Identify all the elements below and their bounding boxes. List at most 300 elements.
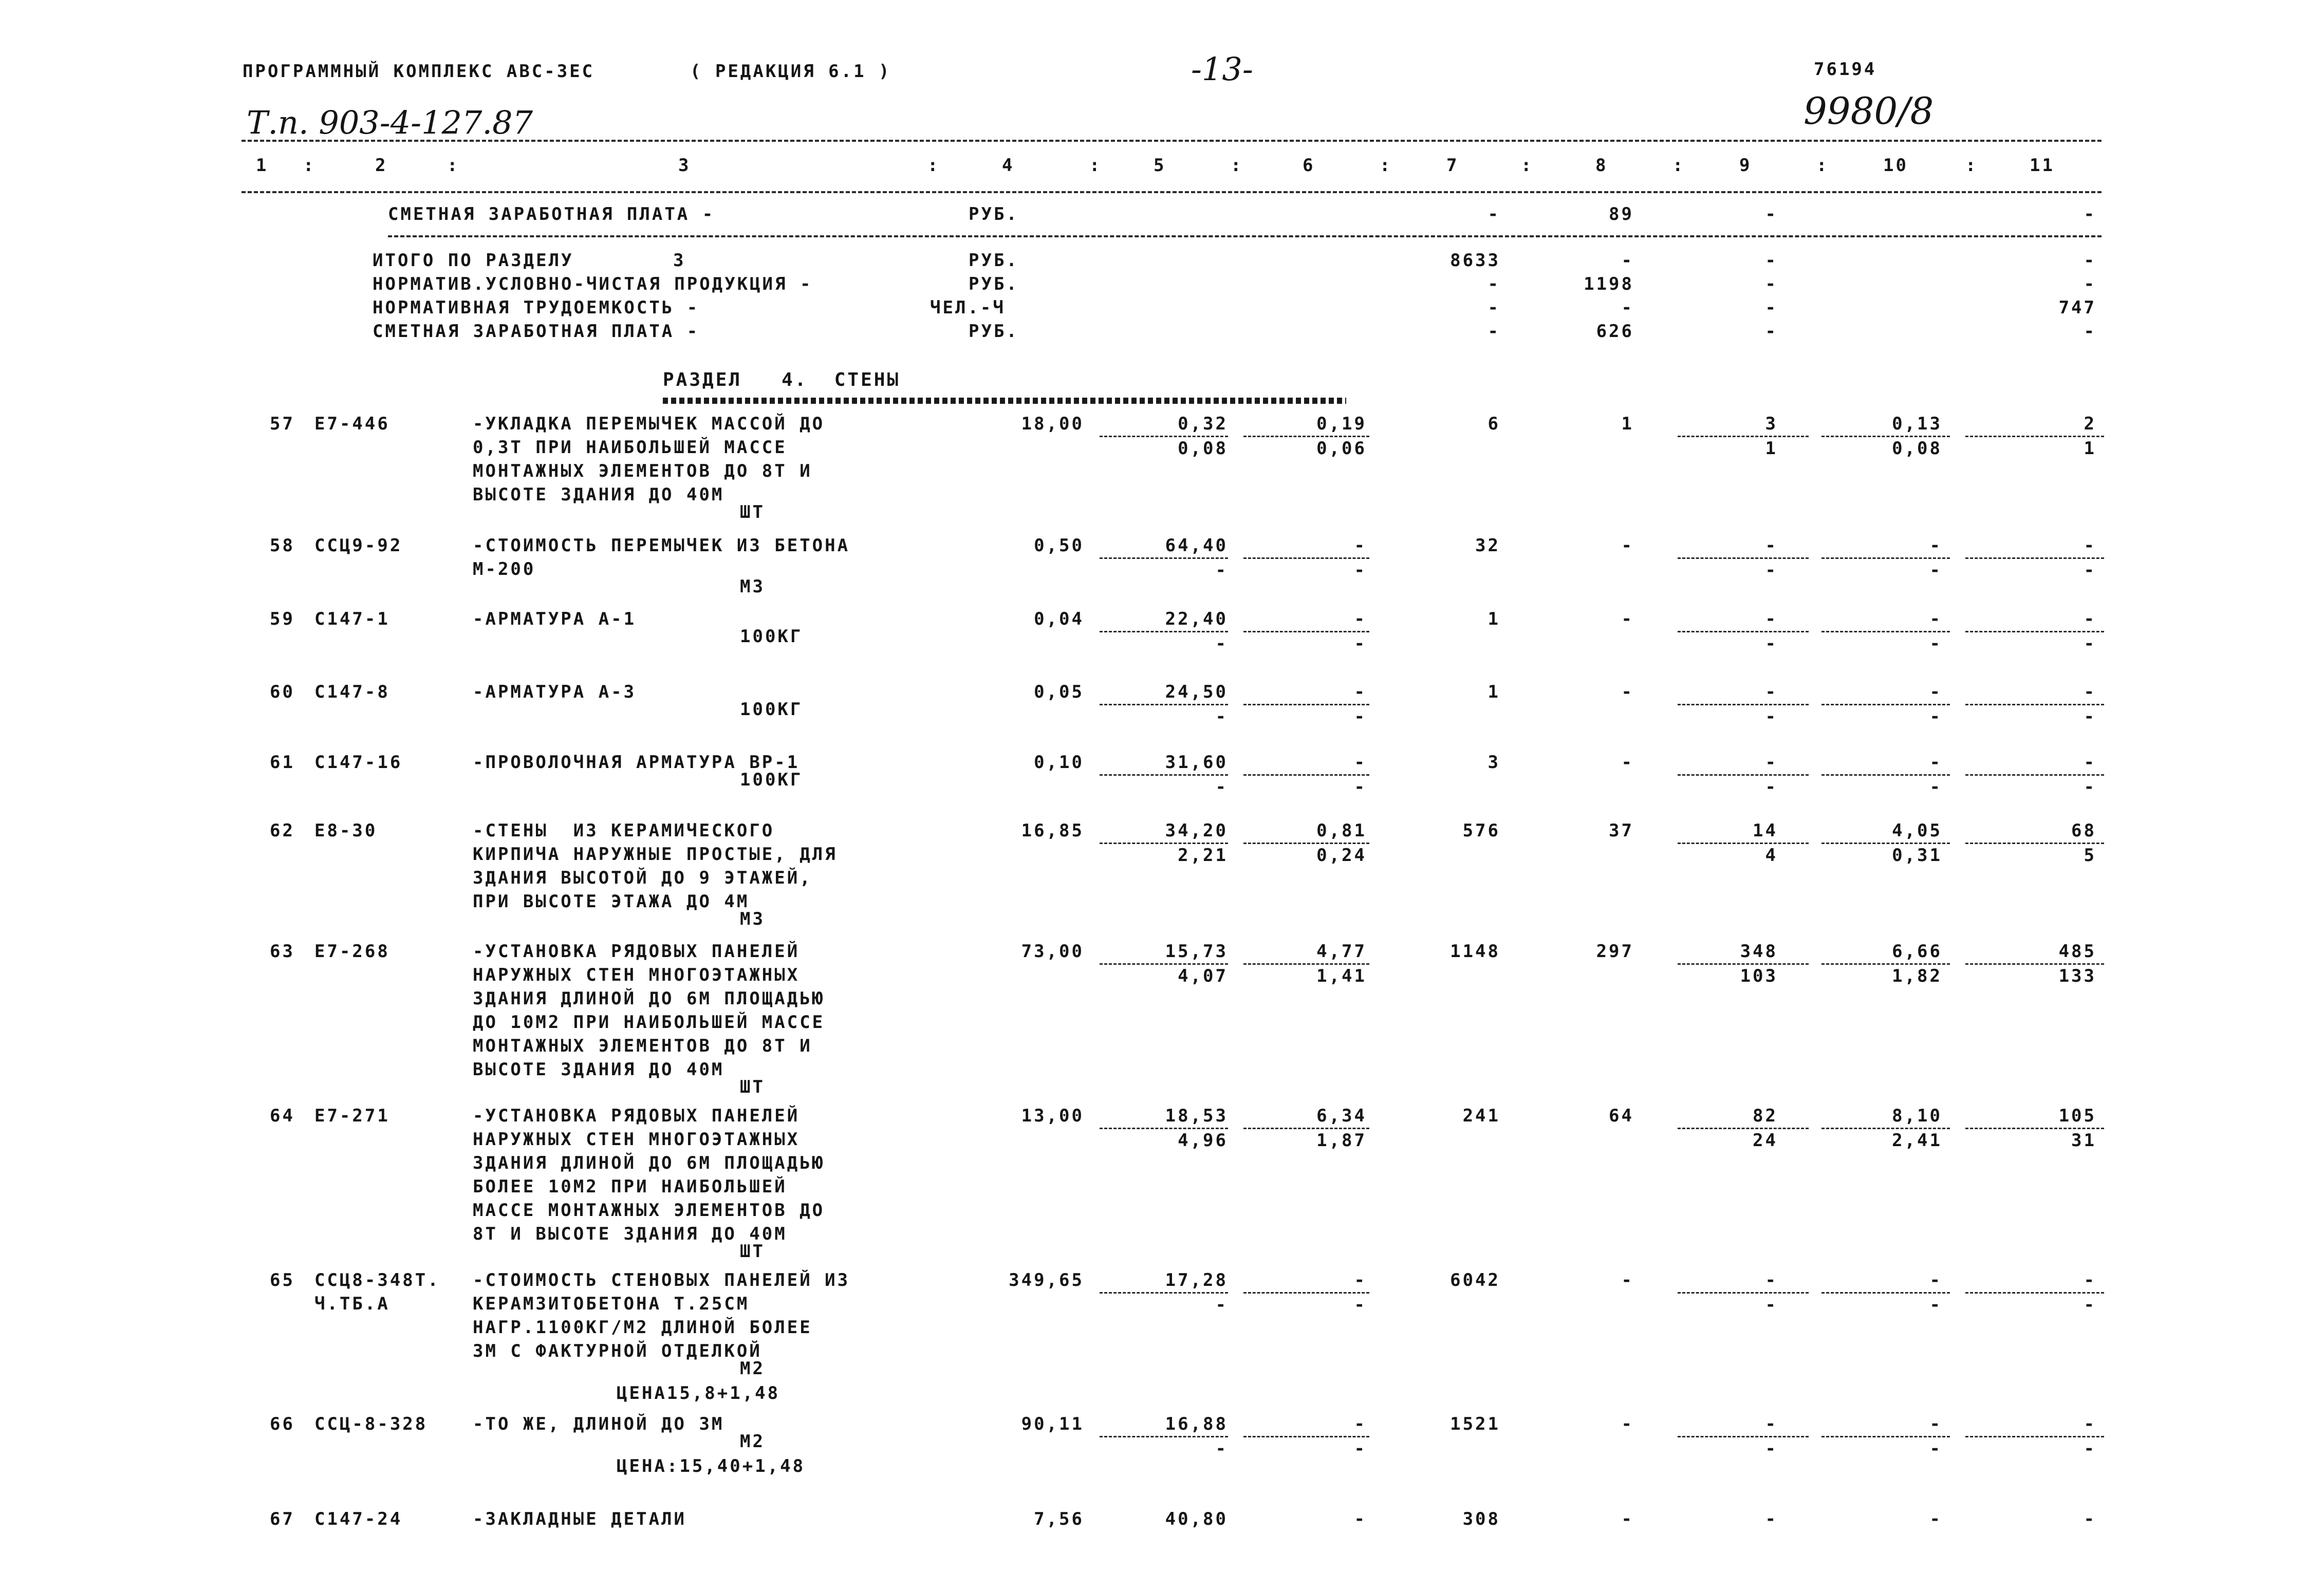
column-separator: : [447,155,460,176]
item-c9-second: - [1765,777,1778,797]
item-c9-second: 4 [1765,845,1778,866]
item-c10: - [1929,535,1942,556]
item-description-line: КИРПИЧА НАРУЖНЫЕ ПРОСТЫЕ, ДЛЯ [473,844,838,865]
item-number: 61 [270,752,295,773]
column-number-7: 7 [1446,155,1459,176]
item-c7: 1 [1488,609,1500,629]
header-separator-top [241,140,2102,142]
column-number-3: 3 [678,155,691,176]
cell-divider [1243,631,1369,632]
item-c5-second: 4,96 [1178,1130,1228,1151]
cell-divider [1678,704,1809,705]
item-number: 60 [270,682,295,702]
item-c6-second: - [1354,633,1367,654]
item-c10: 0,13 [1892,414,1942,434]
item-c7: 308 [1462,1509,1500,1529]
cell-divider [1243,557,1369,559]
item-c10-second: - [1929,1295,1942,1315]
column-separator: : [303,155,316,176]
item-unit: ШТ [740,1077,765,1097]
cell-divider [1821,843,1950,844]
item-description-line: МОНТАЖНЫХ ЭЛЕМЕНТОВ ДО 8Т И [473,461,812,481]
item-price-formula: ЦЕНА15,8+1,48 [617,1383,780,1404]
cell-divider [1678,436,1809,437]
item-code: ССЦ-8-328 [314,1414,428,1434]
summary-c8: 626 [1596,321,1634,342]
item-c5-second: - [1215,1295,1228,1315]
item-c4: 73,00 [1021,941,1084,962]
item-description-line: НАРУЖНЫХ СТЕН МНОГОЭТАЖНЫХ [473,1129,800,1150]
header-separator-bottom [241,191,2102,193]
item-c10-second: 1,82 [1892,966,1942,986]
item-c6-second: 0,06 [1316,438,1367,459]
item-unit: 100КГ [740,770,803,790]
item-c11: - [2084,1414,2096,1434]
column-separator: : [927,155,940,176]
item-description-line: -АРМАТУРА А-3 [473,682,637,702]
cell-divider [1678,1128,1809,1129]
item-description-line: -АРМАТУРА А-1 [473,609,637,629]
item-c10: - [1929,682,1942,702]
item-c11-second: 5 [2084,845,2096,866]
item-code: Е8-30 [314,820,378,841]
summary-label: СМЕТНАЯ ЗАРАБОТНАЯ ПЛАТА - [373,321,700,342]
column-number-6: 6 [1303,155,1315,176]
cell-divider [1821,1292,1950,1294]
item-c10-second: 2,41 [1892,1130,1942,1151]
item-description-line: -СТОИМОСТЬ ПЕРЕМЫЧЕК ИЗ БЕТОНА [473,535,850,556]
summary-top-label: СМЕТНАЯ ЗАРАБОТНАЯ ПЛАТА - [388,204,715,225]
item-c11: 2 [2084,414,2096,434]
item-c10-second: 0,08 [1892,438,1942,459]
item-c9: - [1765,682,1778,702]
cell-divider [1243,774,1369,776]
item-description-line: ВЫСОТЕ ЗДАНИЯ ДО 40М [473,484,724,505]
column-number-1: 1 [256,155,269,176]
item-c5-second: 0,08 [1178,438,1228,459]
summary-c9: - [1765,321,1778,342]
item-c6: - [1354,1414,1367,1434]
cell-divider [1821,436,1950,437]
item-c11-second: 133 [2058,966,2096,986]
item-description-line: КЕРАМЗИТОБЕТОНА Т.25СМ [473,1294,750,1314]
item-c5: 18,53 [1165,1106,1228,1126]
summary-label: ИТОГО ПО РАЗДЕЛУ [373,250,574,271]
item-c10: - [1929,1270,1942,1290]
project-number: Т.п. 903-4-127.87 [247,104,533,141]
item-c11-second: - [2084,560,2096,581]
cell-divider [1100,436,1228,437]
item-number: 59 [270,609,295,629]
item-c8: - [1621,1414,1634,1434]
item-c5: 22,40 [1165,609,1228,629]
item-c7: 241 [1462,1106,1500,1126]
item-c9: 14 [1753,820,1778,841]
summary-top-c9: - [1765,204,1778,225]
summary-unit: ЧЕЛ.-Ч [930,297,1006,318]
item-c9: - [1765,1414,1778,1434]
item-description-line: -УКЛАДКА ПЕРЕМЫЧЕК МАССОЙ ДО [473,414,825,434]
item-c9-second: - [1765,560,1778,581]
item-c4: 349,65 [1009,1270,1084,1290]
summary-c7: 8633 [1450,250,1500,271]
item-c5: 17,28 [1165,1270,1228,1290]
item-c11: - [2084,1270,2096,1290]
item-c6-second: - [1354,1295,1367,1315]
cell-divider [1678,843,1809,844]
summary-unit: РУБ. [969,321,1019,342]
item-c5-second: 2,21 [1178,845,1228,866]
cell-divider [1243,704,1369,705]
cell-divider [1821,963,1950,965]
item-description-line: 3М С ФАКТУРНОЙ ОТДЕЛКОЙ [473,1341,762,1361]
cell-divider [1100,1292,1228,1294]
cell-divider [1243,1436,1369,1437]
item-price-formula: ЦЕНА:15,40+1,48 [617,1456,806,1476]
item-c10-second: - [1929,1438,1942,1459]
item-number: 67 [270,1509,295,1529]
cell-divider [1965,1292,2104,1294]
cell-divider [1678,1436,1809,1437]
item-c9-second: - [1765,1438,1778,1459]
item-c11-second: - [2084,706,2096,727]
item-description-line: -СТОИМОСТЬ СТЕНОВЫХ ПАНЕЛЕЙ ИЗ [473,1270,850,1290]
item-c9: - [1765,1270,1778,1290]
item-c7: 6 [1488,414,1500,434]
item-description-line: -ПРОВОЛОЧНАЯ АРМАТУРА ВР-1 [473,752,800,773]
item-c9-second: - [1765,1295,1778,1315]
item-c6: - [1354,1509,1367,1529]
item-c5-second: - [1215,560,1228,581]
summary-unit: РУБ. [969,250,1019,271]
summary-c9: - [1765,297,1778,318]
item-number: 66 [270,1414,295,1434]
column-number-8: 8 [1595,155,1608,176]
column-number-11: 11 [2030,155,2055,176]
item-code: С147-8 [314,682,390,702]
item-unit: ШТ [740,1241,765,1262]
page-number: -13- [1191,50,1253,88]
item-number: 62 [270,820,295,841]
item-c11: - [2084,1509,2096,1529]
item-c7: 1521 [1450,1414,1500,1434]
summary-top-unit: РУБ. [969,204,1019,225]
item-description-line: МАССЕ МОНТАЖНЫХ ЭЛЕМЕНТОВ ДО [473,1200,825,1221]
item-c10: 4,05 [1892,820,1942,841]
column-separator: : [1089,155,1102,176]
cell-divider [1965,1436,2104,1437]
item-c10: - [1929,1509,1942,1529]
item-c6-second: - [1354,1438,1367,1459]
item-c8: - [1621,1509,1634,1529]
item-c4: 0,05 [1034,682,1084,702]
item-c11-second: 31 [2071,1130,2096,1151]
cell-divider [1678,1292,1809,1294]
item-description-line: НАРУЖНЫХ СТЕН МНОГОЭТАЖНЫХ [473,965,800,985]
item-c5: 0,32 [1178,414,1228,434]
item-c7: 3 [1488,752,1500,773]
edition-label: ( РЕДАКЦИЯ 6.1 ) [690,61,891,82]
item-c9-second: - [1765,706,1778,727]
item-c5: 16,88 [1165,1414,1228,1434]
item-c7: 1148 [1450,941,1500,962]
summary-c7: - [1488,274,1500,294]
cell-divider [1821,557,1950,559]
item-c6: - [1354,1270,1367,1290]
item-c8: 37 [1609,820,1634,841]
summary-top-c8: 89 [1609,204,1634,225]
column-separator: : [1380,155,1392,176]
item-code: С147-24 [314,1509,403,1529]
summary-c11: - [2084,321,2096,342]
column-number-10: 10 [1883,155,1908,176]
item-c9: - [1765,1509,1778,1529]
summary-c8: - [1621,250,1634,271]
item-c8: - [1621,682,1634,702]
item-description-line: ЗДАНИЯ ДЛИНОЙ ДО 6М ПЛОЩАДЬЮ [473,988,825,1009]
program-title: ПРОГРАММНЫЙ КОМПЛЕКС АВС-ЗЕС [243,61,595,82]
column-number-2: 2 [375,155,388,176]
cell-divider [1100,963,1228,965]
cell-divider [1965,774,2104,776]
summary-c8: - [1621,297,1634,318]
item-c5: 24,50 [1165,682,1228,702]
item-c4: 16,85 [1021,820,1084,841]
item-c4: 0,10 [1034,752,1084,773]
item-description-line: ДО 10М2 ПРИ НАИБОЛЬШЕЙ МАССЕ [473,1012,825,1033]
cell-divider [1965,963,2104,965]
item-code: ССЦ9-92 [314,535,403,556]
item-c9-second: 1 [1765,438,1778,459]
item-c11-second: 1 [2084,438,2096,459]
item-number: 57 [270,414,295,434]
item-c5: 31,60 [1165,752,1228,773]
item-c4: 18,00 [1021,414,1084,434]
item-code-suffix: Ч.ТБ.А [314,1294,390,1314]
item-c9: - [1765,752,1778,773]
item-c4: 0,50 [1034,535,1084,556]
item-c7: 32 [1475,535,1500,556]
item-description-line: -ТО ЖЕ, ДЛИНОЙ ДО 3М [473,1414,724,1434]
item-number: 64 [270,1106,295,1126]
item-description-line: 0,3Т ПРИ НАИБОЛЬШЕЙ МАССЕ [473,437,787,458]
summary-separator [388,235,2102,237]
item-c5: 40,80 [1165,1509,1228,1529]
summary-label: НОРМАТИВ.УСЛОВНО-ЧИСТАЯ ПРОДУКЦИЯ - [373,274,813,294]
item-description-line: ЗДАНИЯ ВЫСОТОЙ ДО 9 ЭТАЖЕЙ, [473,868,812,888]
item-description-line: НАГР.1100КГ/М2 ДЛИНОЙ БОЛЕЕ [473,1317,812,1338]
item-unit: 100КГ [740,626,803,647]
item-c10-second: - [1929,706,1942,727]
item-description-line: -СТЕНЫ ИЗ КЕРАМИЧЕСКОГО [473,820,775,841]
item-c11-second: - [2084,633,2096,654]
summary-section-number: 3 [673,250,686,271]
item-c9-second: 24 [1753,1130,1778,1151]
cell-divider [1243,843,1369,844]
cell-divider [1821,1128,1950,1129]
item-c9-second: - [1765,633,1778,654]
summary-c11: - [2084,274,2096,294]
item-c10-second: 0,31 [1892,845,1942,866]
item-c10-second: - [1929,777,1942,797]
summary-label: НОРМАТИВНАЯ ТРУДОЕМКОСТЬ - [373,297,700,318]
item-number: 58 [270,535,295,556]
item-c10-second: - [1929,560,1942,581]
item-description-line: 8Т И ВЫСОТЕ ЗДАНИЯ ДО 40М [473,1224,787,1244]
summary-c9: - [1765,250,1778,271]
item-c10: - [1929,1414,1942,1434]
item-code: Е7-446 [314,414,390,434]
sheet-number: 9980/8 [1804,89,1934,133]
summary-unit: РУБ. [969,274,1019,294]
document-code: 76194 [1814,59,1877,80]
item-c11-second: - [2084,777,2096,797]
cell-divider [1965,704,2104,705]
column-separator: : [1672,155,1685,176]
cell-divider [1678,557,1809,559]
item-c6: - [1354,535,1367,556]
cell-divider [1100,631,1228,632]
cell-divider [1678,631,1809,632]
item-c6-second: - [1354,777,1367,797]
item-c5: 15,73 [1165,941,1228,962]
item-c4: 0,04 [1034,609,1084,629]
column-separator: : [1965,155,1978,176]
item-unit: М2 [740,1358,765,1379]
item-c10: - [1929,752,1942,773]
summary-c8: 1198 [1584,274,1634,294]
item-c6: 0,19 [1316,414,1367,434]
cell-divider [1100,774,1228,776]
item-c6: 0,81 [1316,820,1367,841]
column-number-9: 9 [1739,155,1752,176]
item-c11: - [2084,535,2096,556]
item-c10: - [1929,609,1942,629]
cell-divider [1821,704,1950,705]
item-c10: 8,10 [1892,1106,1942,1126]
cell-divider [1243,1292,1369,1294]
item-c7: 576 [1462,820,1500,841]
cell-divider [1678,774,1809,776]
item-c11: - [2084,682,2096,702]
cell-divider [1100,1436,1228,1437]
summary-c11: - [2084,250,2096,271]
item-c4: 13,00 [1021,1106,1084,1126]
column-separator: : [1231,155,1243,176]
item-code: С147-16 [314,752,403,773]
item-c5-second: - [1215,706,1228,727]
item-c5-second: - [1215,777,1228,797]
column-separator: : [1816,155,1829,176]
item-unit: М3 [740,909,765,929]
item-number: 63 [270,941,295,962]
item-code: Е7-268 [314,941,390,962]
cell-divider [1821,631,1950,632]
column-separator: : [1521,155,1534,176]
item-c8: - [1621,535,1634,556]
item-unit: ШТ [740,502,765,522]
summary-c7: - [1488,321,1500,342]
cell-divider [1965,1128,2104,1129]
column-number-4: 4 [1002,155,1015,176]
item-c11: 485 [2058,941,2096,962]
item-c6-second: 1,41 [1316,966,1367,986]
item-c5: 34,20 [1165,820,1228,841]
cell-divider [1965,843,2104,844]
item-c8: 64 [1609,1106,1634,1126]
cell-divider [1100,843,1228,844]
cell-divider [1821,774,1950,776]
cell-divider [1100,704,1228,705]
cell-divider [1965,436,2104,437]
item-c6-second: - [1354,706,1367,727]
item-c5-second: - [1215,633,1228,654]
summary-c9: - [1765,274,1778,294]
item-c6: 6,34 [1316,1106,1367,1126]
item-description-line: ПРИ ВЫСОТЕ ЭТАЖА ДО 4М [473,891,750,912]
cell-divider [1243,963,1369,965]
column-number-5: 5 [1154,155,1166,176]
item-unit: М3 [740,576,765,597]
item-c5: 64,40 [1165,535,1228,556]
item-description-line: БОЛЕЕ 10М2 ПРИ НАИБОЛЬШЕЙ [473,1176,787,1197]
item-c9: 82 [1753,1106,1778,1126]
summary-top-c11: - [2084,204,2096,225]
item-c11-second: - [2084,1438,2096,1459]
item-c9: 3 [1765,414,1778,434]
cell-divider [1100,1128,1228,1129]
item-description-line: МОНТАЖНЫХ ЭЛЕМЕНТОВ ДО 8Т И [473,1036,812,1056]
item-code: С147-1 [314,609,390,629]
item-code: ССЦ8-348Т. [314,1270,440,1290]
item-c8: - [1621,609,1634,629]
summary-c7: - [1488,297,1500,318]
item-c9: - [1765,535,1778,556]
item-c11: - [2084,609,2096,629]
item-description-line: -ЗАКЛАДНЫЕ ДЕТАЛИ [473,1509,686,1529]
item-unit: 100КГ [740,699,803,720]
item-c5-second: 4,07 [1178,966,1228,986]
cell-divider [1243,436,1369,437]
item-c10: 6,66 [1892,941,1942,962]
section-title: РАЗДЕЛ 4. СТЕНЫ [663,369,901,390]
item-c8: - [1621,1270,1634,1290]
cell-divider [1965,631,2104,632]
cell-divider [1965,557,2104,559]
cell-divider [1821,1436,1950,1437]
item-c7: 6042 [1450,1270,1500,1290]
cell-divider [1100,557,1228,559]
item-c11: 68 [2071,820,2096,841]
item-c5-second: - [1215,1438,1228,1459]
item-c10-second: - [1929,633,1942,654]
item-unit: М2 [740,1431,765,1452]
item-c4: 90,11 [1021,1414,1084,1434]
item-c6: 4,77 [1316,941,1367,962]
item-c4: 7,56 [1034,1509,1084,1529]
item-c7: 1 [1488,682,1500,702]
summary-c11: 747 [2058,297,2096,318]
item-c9: 348 [1740,941,1778,962]
item-c11-second: - [2084,1295,2096,1315]
item-c8: 297 [1596,941,1634,962]
summary-top-c7: - [1488,204,1500,225]
item-code: Е7-271 [314,1106,390,1126]
item-description-line: ЗДАНИЯ ДЛИНОЙ ДО 6М ПЛОЩАДЬЮ [473,1153,825,1173]
item-c6-second: 0,24 [1316,845,1367,866]
cell-divider [1243,1128,1369,1129]
item-c6-second: 1,87 [1316,1130,1367,1151]
